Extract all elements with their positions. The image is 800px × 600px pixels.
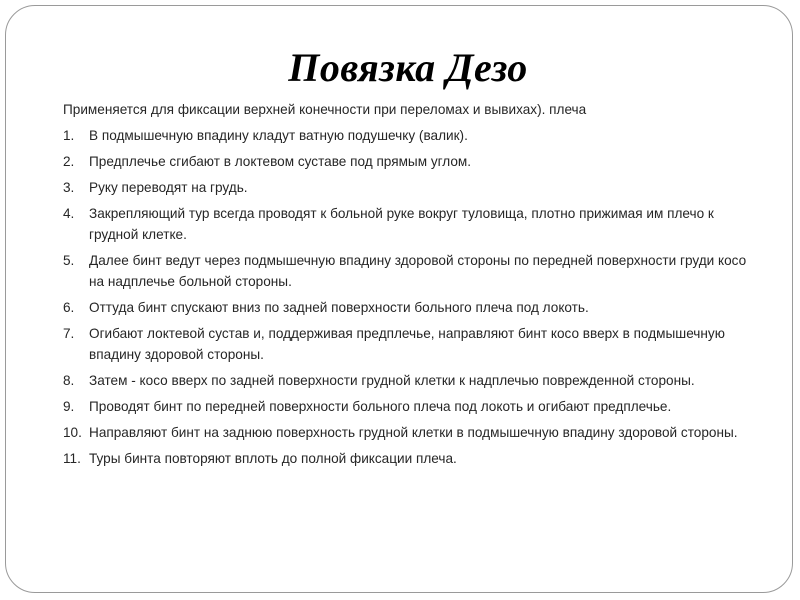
- list-item-number: 10.: [63, 425, 82, 440]
- list-item-text: Закрепляющий тур всегда проводят к больной руке вокруг туловища, плотно прижимая им плечо к грудной клетке.: [89, 206, 714, 242]
- list-item-number: 1.: [63, 128, 75, 143]
- list-item-number: 5.: [63, 253, 75, 268]
- list-item-text: Огибают локтевой сустав и, поддерживая предплечье, направляют бинт косо вверх в подмышечную впадину здоровой стороны.: [89, 326, 725, 362]
- list-item-number: 6.: [63, 300, 75, 315]
- page-title: Повязка Дезо: [288, 45, 528, 90]
- list-item-text: Руку переводят на грудь.: [89, 180, 248, 195]
- list-item-text: Предплечье сгибают в локтевом суставе под прямым углом.: [89, 154, 472, 169]
- slide-content: [63, 99, 763, 474]
- list-item-number: 4.: [63, 206, 75, 221]
- list-item-text: Далее бинт ведут через подмышечную впадину здоровой стороны по передней поверхности груди косо на надплечье больной стороны.: [89, 253, 747, 289]
- list-item: [63, 250, 763, 292]
- list-item: [63, 151, 763, 172]
- list-item-number: 7.: [63, 326, 75, 341]
- list-item-number: 9.: [63, 399, 75, 414]
- list-item: [63, 125, 763, 146]
- list-item: [63, 203, 763, 245]
- list-item-text: Направляют бинт на заднюю поверхность грудной клетки в подмышечную впадину здоровой стороны.: [89, 425, 738, 440]
- list-item-text: Затем - косо вверх по задней поверхности грудной клетки к надплечью поврежденной стороны.: [89, 373, 695, 388]
- list-item: [63, 370, 763, 391]
- list-item: [63, 323, 763, 365]
- list-item-number: 2.: [63, 154, 75, 169]
- list-item: [63, 422, 763, 443]
- list-item: [63, 448, 763, 469]
- list-item: [63, 396, 763, 417]
- intro-text: Применяется для фиксации верхней конечности при переломах и вывихах). плеча: [63, 102, 587, 117]
- list-item-text: Оттуда бинт спускают вниз по задней поверхности больного плеча под локоть.: [89, 300, 589, 315]
- list-item-number: 11.: [63, 451, 81, 466]
- list-item: [63, 177, 763, 198]
- list-item-number: 8.: [63, 373, 75, 388]
- list-item-text: Проводят бинт по передней поверхности больного плеча под локоть и огибают предплечье.: [89, 399, 672, 414]
- list-item: [63, 297, 763, 318]
- list-item-text: В подмышечную впадину кладут ватную подушечку (валик).: [89, 128, 468, 143]
- list-item-text: Туры бинта повторяют вплоть до полной фиксации плеча.: [89, 451, 457, 466]
- list-item-number: 3.: [63, 180, 75, 195]
